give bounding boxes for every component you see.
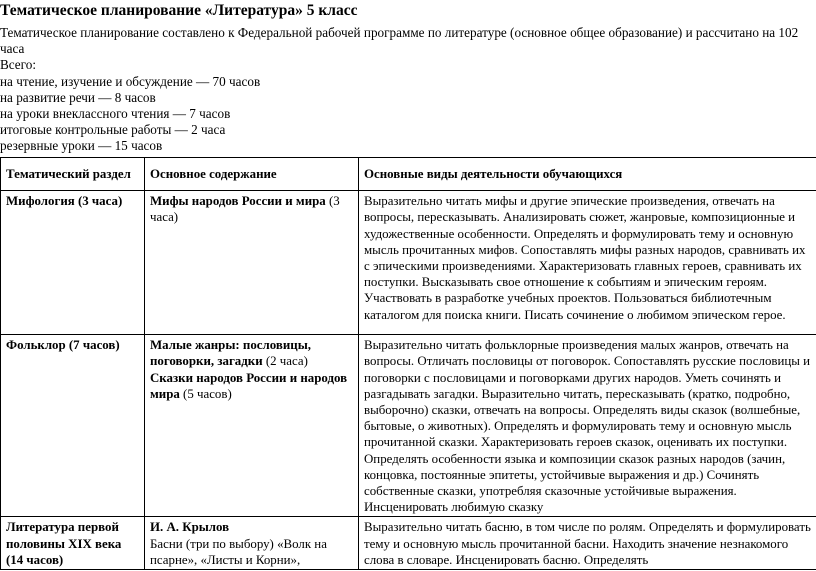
intro-block bbox=[0, 25, 814, 155]
content-cell bbox=[145, 335, 359, 517]
column-header-activities: Основные виды деятельности обучающихся bbox=[359, 158, 816, 191]
topic-cell: Мифология (3 часа) bbox=[1, 191, 145, 335]
hours-item: на развитие речи — 8 часов bbox=[0, 89, 156, 105]
planning-table bbox=[0, 157, 816, 570]
table-row bbox=[1, 335, 816, 517]
content-hours: (5 часов) bbox=[179, 386, 232, 401]
intro-description: Тематическое планирование составлено к Федеральной рабочей программе по литературе (основное общее образование) и рассчитано на 102 часа bbox=[0, 25, 799, 57]
content-hours: (3 часа) bbox=[150, 194, 340, 225]
activities-paragraph: Выразительно читать фольклорные произведения малых жанров, отвечать на вопросы. Отличать пословицы от поговорок. Сопоставлять русские пословицы и поговорки с пословицами и поговорками других народов. Уметь сочинять и разгадывать загадки. Выразительно читать, пересказывать (кратко, подробно, выборочно) сказки, отвечать на вопросы. Определять виды сказок (волшебные, бытовые, о животных). Определять и формулировать тему и основную мысль прочитанной сказки. Характеризовать героев сказок, оценивать их поступки. bbox=[364, 338, 811, 450]
total-label: Всего: bbox=[0, 57, 37, 73]
topic-cell: Фольклор (7 часов) bbox=[1, 335, 145, 517]
activities-cell bbox=[359, 335, 816, 517]
hours-item: итоговые контрольные работы — 2 часа bbox=[0, 122, 226, 138]
content-cell bbox=[145, 517, 359, 570]
column-header-topic: Тематический раздел bbox=[1, 158, 145, 191]
content-title: И. А. Крылов bbox=[150, 520, 230, 535]
activities-cell: Выразительно читать басню, в том числе по ролям. Определять и формулировать тему и основную мысль прочитанной басни. Находить значение незнакомого слова в словаре. Инсценировать басню. Определять bbox=[359, 517, 816, 570]
content-item bbox=[150, 337, 354, 369]
content-title: Сказки народов России и народов мира bbox=[150, 370, 348, 401]
content-item bbox=[150, 370, 354, 402]
hours-item: на уроки внеклассного чтения — 7 часов bbox=[0, 106, 231, 122]
content-title: Мифы народов России и мира bbox=[150, 194, 326, 209]
activities-cell: Выразительно читать мифы и другие эпические произведения, отвечать на вопросы, пересказывать. Анализировать сюжет, жанровые, композиционные и художественные особенности. Определять и формулировать тему и основную мысль прочитанных мифов. Сопоставлять мифы разных народов, сравнивать их с эпическими произведениями. Характеризовать главных героев, сравнивать их поступки. Высказывать свое отношение к событиям и эпическим героям. Участвовать в разработке учебных проектов. Пользоваться библиотечным каталогом для поиска книги. Писать сочинение о любимом эпическом герое. bbox=[359, 191, 816, 335]
column-header-content: Основное содержание bbox=[145, 158, 359, 191]
content-title: Малые жанры: пословицы, поговорки, загадки bbox=[150, 338, 311, 369]
topic-cell: Литература первой половины XIX века (14 часов) bbox=[1, 517, 145, 570]
table-header-row bbox=[1, 158, 816, 191]
content-cell bbox=[145, 191, 359, 335]
content-text: Басни (три по выбору) «Волк на псарне», «Листы и Корни», bbox=[150, 536, 327, 567]
page-title: Тематическое планирование «Литература» 5 класс bbox=[0, 2, 358, 19]
table-row bbox=[1, 517, 816, 570]
activities-paragraph: Определять особенности языка и композиции сказок разных народов (зачин, концовка, постоянные эпитеты, устойчивые выражения и др.) Сочинять собственные сказки, употребляя сказочные устойчивые выражения. Инсценировать любимую сказку bbox=[364, 451, 786, 515]
hours-item: резервные уроки — 15 часов bbox=[0, 138, 163, 154]
table-row bbox=[1, 191, 816, 335]
hours-item: на чтение, изучение и обсуждение — 70 часов bbox=[0, 73, 261, 89]
content-hours: (2 часа) bbox=[262, 354, 308, 369]
